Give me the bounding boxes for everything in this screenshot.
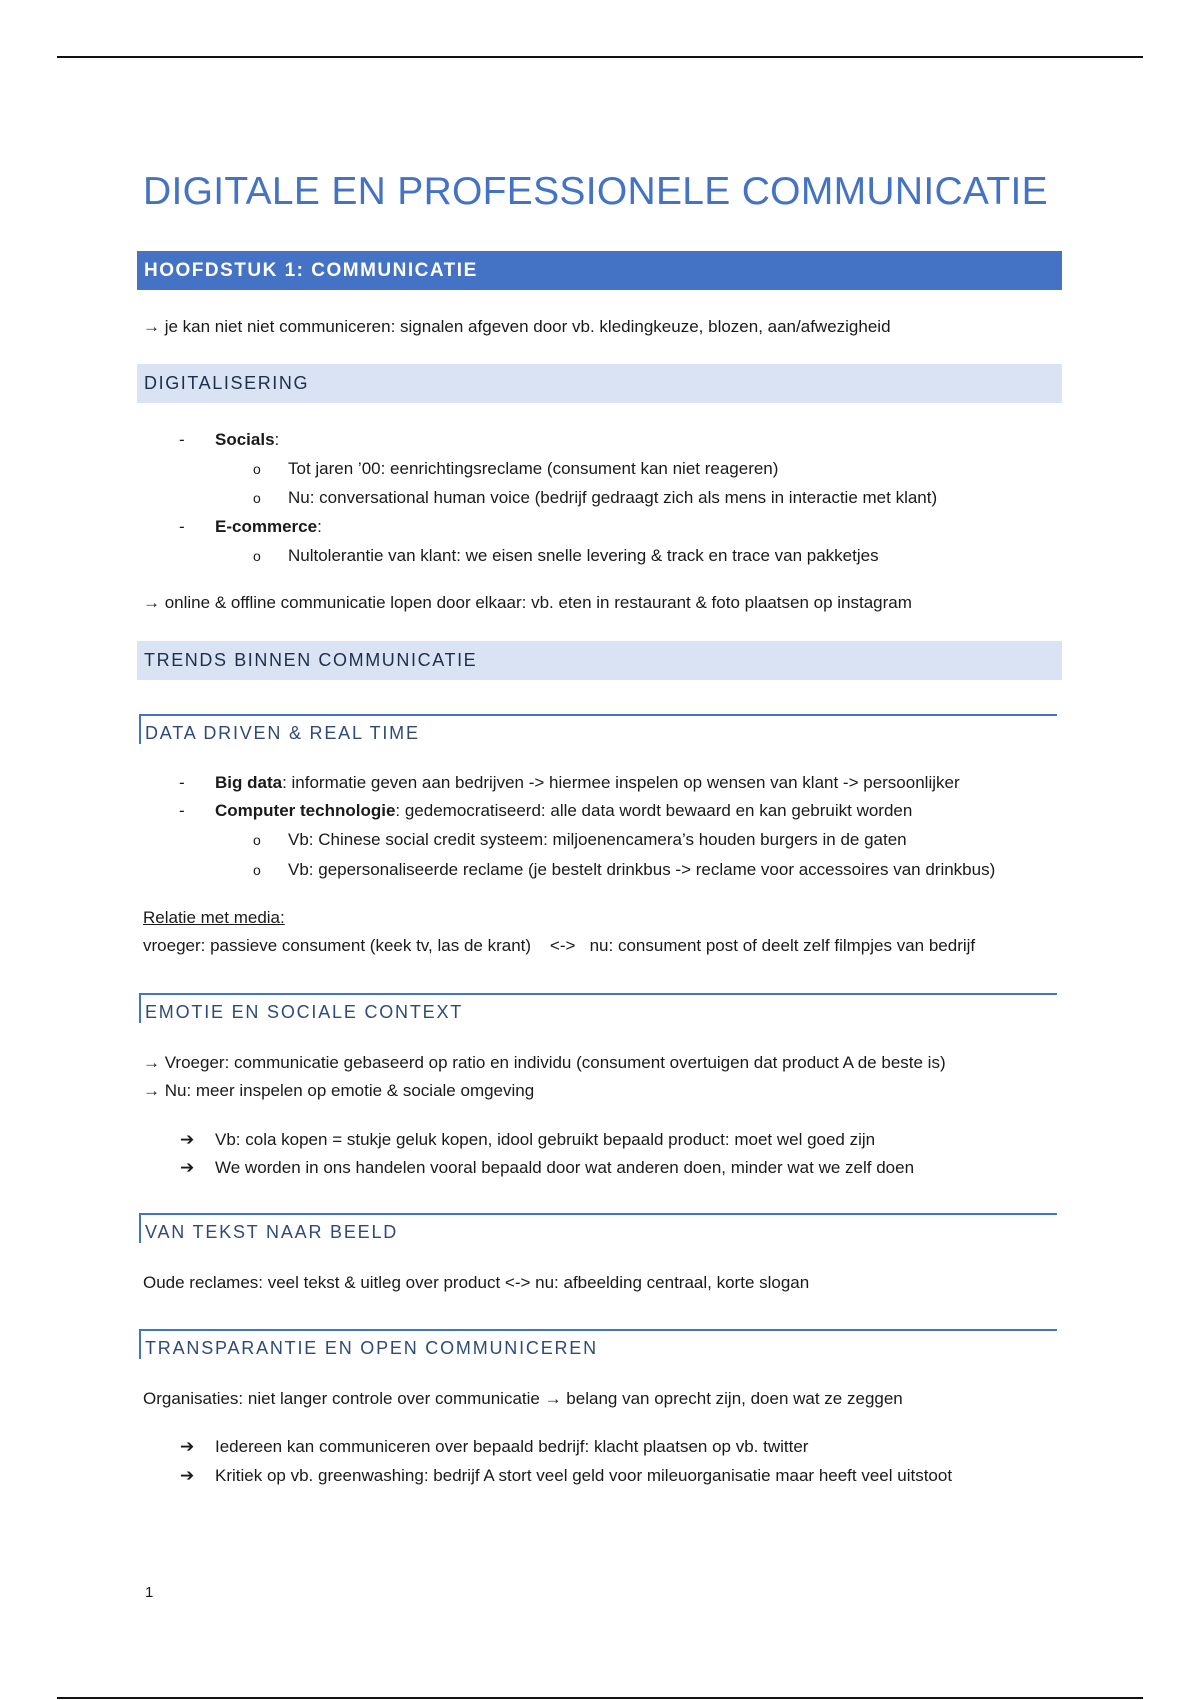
- dash-bullet: -: [179, 773, 185, 792]
- list-subitem: [137, 860, 1062, 880]
- list-item-big-data: [137, 773, 1062, 793]
- circle-bullet: o: [253, 461, 261, 477]
- arrow-item: [137, 1158, 1062, 1178]
- list-subitem: [137, 546, 1062, 566]
- list-subitem: [137, 459, 1062, 479]
- bold-arrow-icon: ➔: [180, 1437, 195, 1456]
- subsection-heading-beeld: VAN TEKST NAAR BEELD: [139, 1213, 1057, 1243]
- bold-arrow-icon: ➔: [180, 1158, 195, 1177]
- emotie-arrow-text: Vb: cola kopen = stukje geluk kopen, idool gebruikt bepaald product: moet wel goed zijn: [215, 1130, 876, 1149]
- transparantie-arrow-text: Kritiek op vb. greenwashing: bedrijf A stort veel geld voor mileuorganisatie maar heeft veel uitstoot: [215, 1466, 953, 1485]
- chapter-intro: → je kan niet niet communiceren: signalen afgeven door vb. kledingkeuze, blozen, aan/afwezigheid: [143, 317, 891, 336]
- circle-bullet: o: [253, 548, 261, 564]
- dash-bullet: -: [179, 801, 185, 820]
- arrow-item: [137, 1437, 1062, 1457]
- beeld-text: Oude reclames: veel tekst & uitleg over product <-> nu: afbeelding centraal, korte slogan: [143, 1273, 810, 1292]
- bold-arrow-icon: ➔: [180, 1130, 195, 1149]
- circle-bullet: o: [253, 490, 261, 506]
- ecommerce-colon: :: [317, 517, 322, 536]
- media-relation-label: Relatie met media:: [143, 908, 285, 927]
- transparantie-arrow-text: Iedereen kan communiceren over bepaald bedrijf: klacht plaatsen op vb. twitter: [215, 1437, 809, 1456]
- ecommerce-subitem-text: Nultolerantie van klant: we eisen snelle levering & track en trace van pakketjes: [288, 546, 879, 565]
- chapter-heading: HOOFDSTUK 1: COMMUNICATIE: [137, 251, 1062, 290]
- digitalisering-closing: → online & offline communicatie lopen door elkaar: vb. eten in restaurant & foto plaatsen op instagram: [143, 593, 912, 612]
- dash-bullet: -: [179, 517, 185, 536]
- arrow-item: [137, 1130, 1062, 1150]
- page-number: 1: [145, 1584, 154, 1601]
- list-item-ecommerce: [137, 517, 1062, 537]
- emotie-line-1: → Vroeger: communicatie gebaseerd op ratio en individu (consument overtuigen dat product A de beste is): [143, 1053, 946, 1072]
- page-bottom-rule: [57, 1697, 1143, 1699]
- data-driven-subitem-text: Vb: gepersonaliseerde reclame (je bestelt drinkbus -> reclame voor accessoires van drinkbus): [288, 860, 996, 879]
- arrow-item: [137, 1466, 1062, 1486]
- big-data-text: : informatie geven aan bedrijven -> hiermee inspelen op wensen van klant -> persoonlijker: [282, 773, 960, 792]
- bold-arrow-icon: ➔: [180, 1466, 195, 1485]
- list-subitem: [137, 830, 1062, 850]
- list-item-computer-technologie: [137, 801, 1062, 821]
- subsection-heading-emotie: EMOTIE EN SOCIALE CONTEXT: [139, 993, 1057, 1023]
- list-subitem: [137, 488, 1062, 508]
- socials-subitem-text: Tot jaren ’00: eenrichtingsreclame (consument kan niet reageren): [288, 459, 779, 478]
- socials-subitem-text: Nu: conversational human voice (bedrijf gedraagt zich als mens in interactie met klant): [288, 488, 938, 507]
- socials-label: Socials: [215, 430, 275, 449]
- dash-bullet: -: [179, 430, 185, 449]
- emotie-line-2: → Nu: meer inspelen op emotie & sociale omgeving: [143, 1081, 535, 1100]
- page-top-rule: [57, 56, 1143, 58]
- data-driven-subitem-text: Vb: Chinese social credit systeem: miljoenencamera’s houden burgers in de gaten: [288, 830, 907, 849]
- section-heading-digitalisering: DIGITALISERING: [137, 364, 1062, 403]
- subsection-heading-transparantie: TRANSPARANTIE EN OPEN COMMUNICEREN: [139, 1329, 1057, 1359]
- computer-technologie-label: Computer technologie: [215, 801, 396, 820]
- subsection-heading-data-driven: DATA DRIVEN & REAL TIME: [139, 714, 1057, 744]
- transparantie-text: Organisaties: niet langer controle over communicatie → belang van oprecht zijn, doen wat ze zeggen: [143, 1389, 903, 1408]
- list-item-socials: [137, 430, 1062, 450]
- computer-technologie-text: : gedemocratiseerd: alle data wordt bewaard en kan gebruikt worden: [395, 801, 913, 820]
- circle-bullet: o: [253, 832, 261, 848]
- section-heading-trends: TRENDS BINNEN COMMUNICATIE: [137, 641, 1062, 680]
- media-relation-text: vroeger: passieve consument (keek tv, las de krant) <-> nu: consument post of deelt zelf filmpjes van bedrijf: [143, 936, 976, 955]
- document-title: DIGITALE EN PROFESSIONELE COMMUNICATIE: [143, 170, 1048, 213]
- emotie-arrow-text: We worden in ons handelen vooral bepaald door wat anderen doen, minder wat we zelf doen: [215, 1158, 915, 1177]
- socials-colon: :: [274, 430, 280, 449]
- circle-bullet: o: [253, 862, 261, 878]
- big-data-label: Big data: [215, 773, 283, 792]
- ecommerce-label: E-commerce: [215, 517, 318, 536]
